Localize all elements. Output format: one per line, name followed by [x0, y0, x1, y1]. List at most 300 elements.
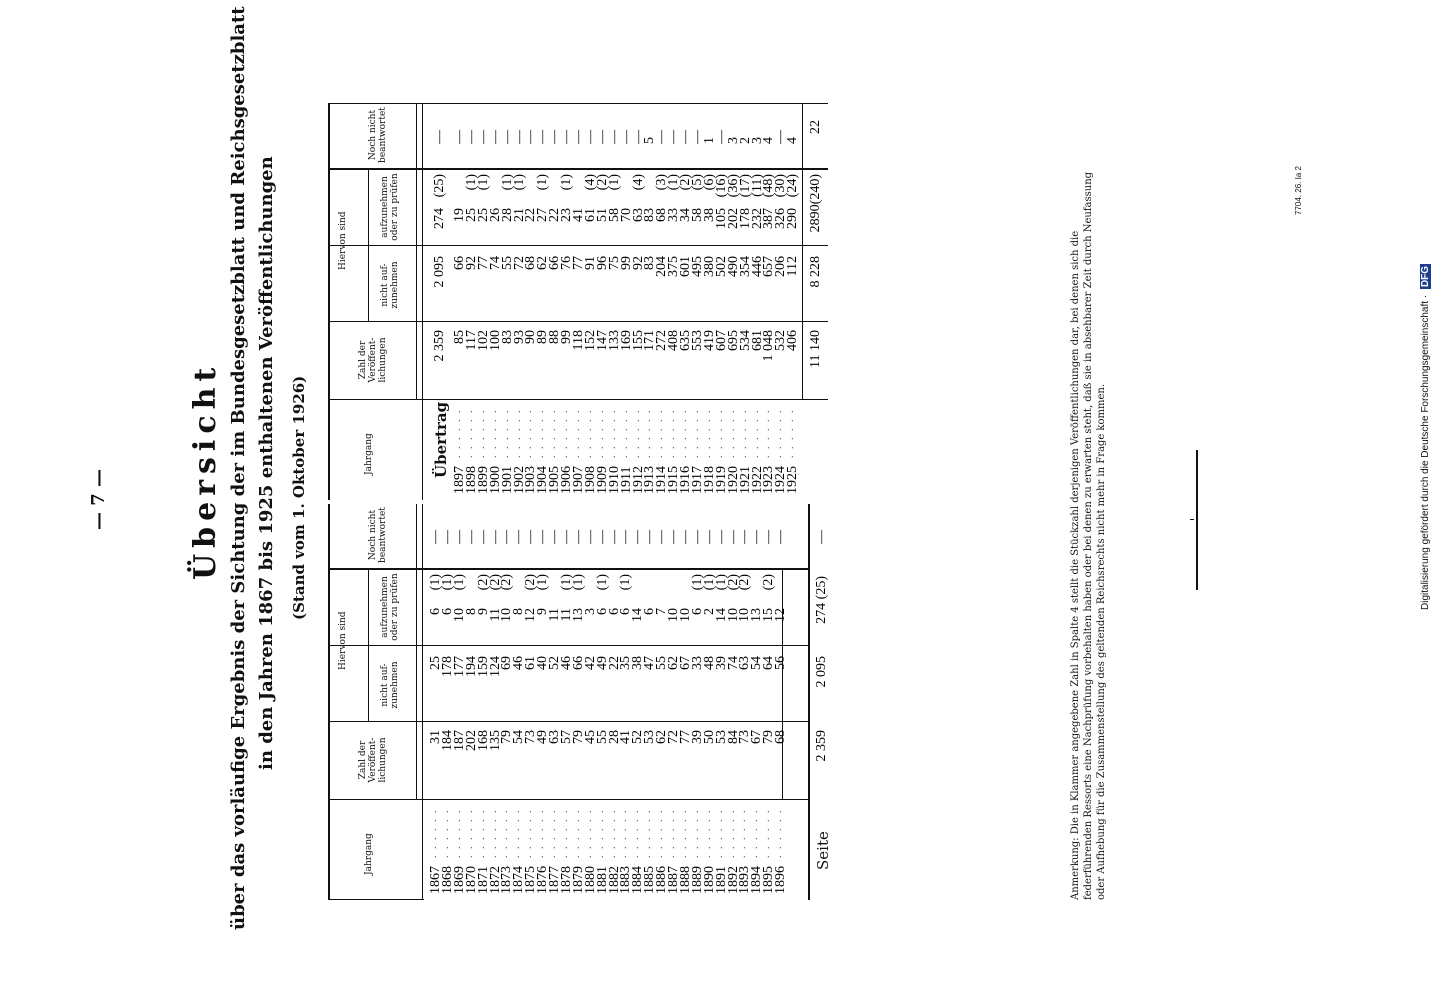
table-row-noch: 4	[761, 137, 777, 144]
table-row-year: 1885	[642, 866, 658, 894]
table-row-year: 1870	[463, 866, 479, 894]
table-row-noch: —	[606, 130, 622, 144]
table-row-dots: . . . . . .	[666, 408, 678, 458]
table-row-zahl: 83	[499, 330, 515, 344]
table-row-zahl: 171	[642, 330, 658, 351]
table-row-year: 1869	[451, 866, 467, 894]
table-row-nicht: 72	[511, 256, 527, 270]
table-row-noch: —	[713, 130, 729, 144]
right-total-auf: 2890(240)	[808, 174, 823, 233]
table-row-year: 1910	[606, 466, 622, 494]
table-row-paren: (6)	[701, 174, 717, 191]
table-row-year: 1881	[594, 866, 610, 894]
table-row-auf: 15	[761, 608, 777, 622]
table-row-dots: . . . . . .	[725, 808, 737, 858]
table-row-zahl: 39	[689, 730, 705, 744]
table-row-zahl: 117	[463, 330, 479, 351]
table-row-nicht: 64	[761, 656, 777, 670]
table-row-year: 1916	[678, 466, 694, 494]
table-row-auf: 10	[677, 608, 693, 622]
table-row-nicht: 62	[666, 656, 681, 670]
table-row-zahl: 63	[547, 730, 562, 744]
table-row-noch: —	[570, 530, 586, 544]
table-row-paren: (4)	[630, 174, 646, 191]
table-row-auf: 19	[452, 208, 467, 222]
table-row-auf: 10	[499, 608, 515, 622]
table-row-noch: 5	[642, 137, 658, 144]
table-row-dots: . . . . . .	[761, 408, 773, 458]
table-row-auf: 33	[666, 208, 682, 222]
table-row-auf: 6	[439, 608, 455, 615]
table-row-dots: . . . . . .	[713, 408, 725, 458]
table-row-dots: . . . . . .	[749, 808, 761, 858]
page-number: — 7 —	[88, 468, 109, 530]
right-header-noch: Noch nicht beantwortet	[368, 107, 388, 163]
table-row-year: 1905	[547, 466, 563, 494]
table-row-dots: . . . . . .	[559, 408, 571, 458]
carry-paren: (25)	[432, 174, 447, 198]
table-row-dots: . . . . . .	[451, 808, 463, 858]
table-row-noch: —	[690, 130, 705, 144]
table-row-zahl: 57	[558, 730, 574, 744]
header-jahrgang: Jahrgang	[364, 833, 374, 875]
table-row-zahl: 77	[677, 730, 693, 744]
table-row-year: 1925	[785, 466, 801, 494]
footnote-line1: Anmerkung: Die in Klammer angegebene Zahl in Spalte 4 stellt die Stückzahl derjenigen Veröffentlichungen dar, bei denen sich die	[1070, 230, 1081, 900]
header-hiervon: Hiervon sind	[338, 611, 348, 670]
table-row-noch: —	[642, 530, 658, 544]
table-row-year: 1898	[463, 466, 479, 494]
table-row-noch: —	[582, 530, 598, 544]
table-row-auf: 27	[535, 208, 551, 222]
table-row-dots: . . . . . .	[594, 408, 606, 458]
table-row-noch: —	[499, 530, 515, 544]
table-row-auf: 10	[666, 608, 681, 622]
table-row-year: 1922	[749, 466, 765, 494]
table-row-year: 1887	[666, 866, 681, 894]
table-row-year: 1919	[713, 466, 729, 494]
table-row-dots: . . . . . .	[606, 408, 618, 458]
table-row-dots: . . . . . .	[701, 408, 713, 458]
table-row-paren: (2)	[737, 574, 753, 591]
table-row-paren: (1)	[701, 574, 717, 591]
table-row-dots: . . . . . .	[463, 808, 475, 858]
table-row-noch: —	[475, 130, 491, 144]
table-row-paren: (2)	[487, 574, 503, 591]
table-row-noch: —	[511, 530, 527, 544]
table-row-noch: —	[630, 530, 646, 544]
table-row-zahl: 168	[475, 730, 491, 751]
table-row-noch: —	[701, 530, 717, 544]
table-row-noch: —	[463, 130, 479, 144]
table-row-year: 1899	[475, 466, 491, 494]
right-header-aufzunehmen: aufzunehmen oder zu prüfen	[380, 173, 400, 241]
table-row-auf: 6	[428, 608, 443, 615]
table-row-dots: . . . . . .	[773, 808, 785, 858]
table-row-year: 1886	[654, 866, 670, 894]
table-row-noch: 2	[737, 137, 753, 144]
table-row-auf: 22	[547, 208, 563, 222]
right-header-hiervon: Hiervon sind	[338, 211, 348, 270]
table-row-auf: 6	[618, 608, 634, 615]
table-row-nicht: 42	[582, 656, 598, 670]
table-row-nicht: 54	[749, 656, 765, 670]
table-row-auf: 105	[713, 208, 729, 229]
table-row-auf: 63	[630, 208, 646, 222]
table-row-year: 1880	[582, 866, 598, 894]
table-row-paren: (1)	[439, 574, 455, 591]
table-row-nicht: 177	[451, 656, 467, 677]
table-row-paren: (2)	[523, 574, 539, 591]
table-row-auf: 178	[737, 208, 753, 229]
footnote-line3: oder Aufhebung für die Zusammenstellung des geltenden Reichsrechts nicht mehr in Frage kommen.	[1096, 383, 1107, 900]
table-row-paren: (48)	[761, 174, 777, 198]
table-row-year: 1917	[690, 466, 705, 494]
table-row-nicht: 62	[535, 256, 551, 270]
table-row-zahl: 184	[439, 730, 455, 751]
table-row-zahl: 49	[535, 730, 551, 744]
table-row-nicht: 48	[701, 656, 717, 670]
table-row-dots: . . . . . .	[785, 408, 797, 458]
table-row-dots: . . . . . .	[773, 408, 785, 458]
table-row-auf: 26	[487, 208, 503, 222]
table-row-noch: —	[487, 130, 503, 144]
table-row-zahl: 155	[630, 330, 646, 351]
table-row-zahl: 93	[511, 330, 527, 344]
table-row-zahl: 135	[487, 730, 503, 751]
table-row-year: 1879	[570, 866, 586, 894]
table-row-year: 1923	[761, 466, 777, 494]
table-row-nicht: 354	[737, 256, 753, 277]
table-row-auf: 8	[511, 608, 527, 615]
table-row-auf: 232	[749, 208, 765, 229]
table-row-nicht: 46	[558, 656, 574, 670]
table-row-year: 1907	[571, 466, 586, 494]
table-row-zahl: 79	[761, 730, 777, 744]
table-row-dots: . . . . . .	[713, 808, 725, 858]
table-row-auf: 51	[594, 208, 610, 222]
right-total-noch: 22	[808, 120, 823, 134]
table-row-auf: 13	[749, 608, 765, 622]
table-row-auf: 387	[761, 208, 777, 229]
table-row-noch: —	[452, 130, 467, 144]
table-row-nicht: 92	[630, 256, 646, 270]
table-row-year: 1924	[773, 466, 789, 494]
table-row-dots: . . . . . .	[452, 408, 463, 458]
table-row-year: 1867	[428, 866, 443, 894]
table-row-year: 1901	[499, 466, 515, 494]
table-row-nicht: 39	[713, 656, 729, 670]
table-row-dots: . . . . . .	[499, 408, 511, 458]
table-row-noch: 3	[725, 137, 741, 144]
table-row-zahl: 607	[713, 330, 729, 351]
table-row-auf: 6	[689, 608, 705, 615]
table-row-year: 1906	[559, 466, 575, 494]
table-row-zahl: 45	[582, 730, 598, 744]
table-row-auf: 6	[642, 608, 658, 615]
dfg-logo: DFG	[1420, 265, 1431, 288]
table-row-noch: —	[594, 130, 610, 144]
table-row-auf: 83	[642, 208, 658, 222]
table-row-nicht: 99	[618, 256, 634, 270]
carry-noch: —	[432, 130, 447, 144]
left-total-zahl: 2 359	[814, 730, 829, 762]
table-row-zahl: 169	[618, 330, 634, 351]
table-row-noch: —	[666, 530, 681, 544]
table-row-nicht: 46	[511, 656, 527, 670]
table-row-nicht: 92	[463, 256, 479, 270]
table-row-nicht: 502	[713, 256, 729, 277]
table-row-zahl: 272	[654, 330, 670, 351]
carry-auf: 274	[432, 208, 447, 229]
table-row-auf: 41	[571, 208, 586, 222]
table-row-year: 1902	[511, 466, 527, 494]
table-row-noch: —	[654, 530, 670, 544]
table-row-nicht: 66	[452, 256, 467, 270]
table-row-noch: —	[749, 530, 765, 544]
table-row-auf: 10	[725, 608, 741, 622]
table-row-auf: 58	[606, 208, 622, 222]
table-row-nicht: 96	[594, 256, 610, 270]
table-row-dots: . . . . . .	[654, 808, 666, 858]
table-row-noch: —	[535, 130, 551, 144]
table-row-year: 1920	[725, 466, 741, 494]
table-row-nicht: 69	[499, 656, 515, 670]
print-code: 7704. 26. Ia 2	[1294, 166, 1303, 215]
table-row-dots: . . . . . .	[487, 808, 499, 858]
table-row-dots: . . . . . .	[749, 408, 761, 458]
table-row-zahl: 84	[725, 730, 741, 744]
table-row-zahl: 73	[737, 730, 753, 744]
table-row-auf: 14	[630, 608, 646, 622]
table-row-nicht: 63	[737, 656, 753, 670]
table-row-noch: —	[571, 130, 586, 144]
table-row-nicht: 601	[678, 256, 694, 277]
table-row-auf: 38	[701, 208, 717, 222]
table-row-paren: (1)	[535, 574, 551, 591]
table-row-noch: —	[725, 530, 741, 544]
table-row-nicht: 75	[606, 256, 622, 270]
table-row-auf: 68	[654, 208, 670, 222]
table-row-dots: . . . . . .	[463, 408, 475, 458]
table-row-year: 1868	[439, 866, 455, 894]
table-row-dots: . . . . . .	[606, 808, 618, 858]
table-row-nicht: 25	[428, 656, 443, 670]
table-row-dots: . . . . . .	[487, 408, 499, 458]
table-row-auf: 7	[654, 608, 670, 615]
table-row-auf: 58	[690, 208, 705, 222]
table-row-dots: . . . . . .	[725, 408, 737, 458]
table-row-auf: 12	[773, 608, 789, 622]
table-row-dots: . . . . . .	[547, 808, 558, 858]
table-row-zahl: 54	[511, 730, 527, 744]
left-total-label: Seite	[814, 831, 832, 870]
table-row-paren: (2)	[761, 574, 777, 591]
table-row-auf: 28	[499, 208, 515, 222]
table-row-noch: —	[535, 530, 551, 544]
table-row-zahl: 147	[594, 330, 610, 351]
table-row-dots: . . . . . .	[558, 808, 570, 858]
table-row-auf: 14	[713, 608, 729, 622]
table-row-paren: (1)	[570, 574, 586, 591]
table-row-auf: 13	[570, 608, 586, 622]
scan-artifact-line	[1196, 450, 1198, 590]
table-row-nicht: 49	[594, 656, 610, 670]
document-subtitle-line2: in den Jahren 1867 bis 1925 enthaltenen Veröffentlichungen	[256, 156, 277, 770]
table-row-paren: (1)	[463, 174, 479, 191]
right-total-zahl: 11 140	[808, 330, 823, 368]
table-row-noch: 3	[749, 137, 765, 144]
table-row-nicht: 67	[677, 656, 693, 670]
table-row-year: 1871	[475, 866, 491, 894]
table-row-zahl: 695	[725, 330, 741, 351]
table-row-zahl: 102	[475, 330, 491, 351]
table-row-dots: . . . . . .	[535, 808, 547, 858]
table-row-noch: —	[559, 130, 575, 144]
table-row-year: 1918	[701, 466, 717, 494]
table-row-paren: (1)	[428, 574, 443, 591]
table-row-nicht: 55	[654, 656, 670, 670]
table-row-dots: . . . . . .	[570, 808, 582, 858]
table-row-dots: . . . . . .	[523, 408, 535, 458]
table-row-nicht: 74	[487, 256, 503, 270]
table-row-year: 1894	[749, 866, 765, 894]
table-row-nicht: 91	[582, 256, 598, 270]
table-row-paren: (1)	[618, 574, 634, 591]
table-row-paren: (16)	[713, 174, 729, 198]
table-row-nicht: 76	[559, 256, 575, 270]
table-row-nicht: 446	[749, 256, 765, 277]
table-row-auf: 9	[535, 608, 551, 615]
table-row-year: 1876	[535, 866, 551, 894]
table-row-auf: 2	[701, 608, 717, 615]
table-row-nicht: 66	[570, 656, 586, 670]
table-row-paren: (1)	[511, 174, 527, 191]
table-row-paren: (1)	[689, 574, 705, 591]
table-row-year: 1921	[737, 466, 753, 494]
table-row-year: 1882	[606, 866, 622, 894]
table-row-paren: (3)	[654, 174, 670, 191]
table-row-noch: —	[606, 530, 622, 544]
footnote-line2: federführenden Ressorts eine Nachprüfung vorbehalten haben oder bei denen zu erwarten steht, daß sie in absehbarer Zeit durch Neufassung	[1083, 171, 1094, 900]
table-row-auf: 34	[678, 208, 694, 222]
table-row-paren: (24)	[785, 174, 801, 198]
table-row-zahl: 53	[642, 730, 658, 744]
table-row-paren: (1)	[475, 174, 491, 191]
table-row-dots: . . . . . .	[475, 808, 487, 858]
table-row-dots: . . . . . .	[594, 808, 606, 858]
table-row-paren: (1)	[666, 174, 682, 191]
table-row-dots: . . . . . .	[582, 808, 594, 858]
table-row-paren: (1)	[558, 574, 574, 591]
table-row-dots: . . . . . .	[511, 808, 523, 858]
table-row-noch: —	[678, 130, 694, 144]
table-row-auf: 6	[594, 608, 610, 615]
table-row-noch: 1	[701, 137, 717, 144]
table-row-noch: —	[558, 530, 574, 544]
table-row-auf: 70	[618, 208, 634, 222]
table-row-nicht: 83	[642, 256, 658, 270]
table-row-noch: —	[547, 130, 563, 144]
table-row-noch: —	[666, 130, 682, 144]
table-row-nicht: 56	[773, 656, 789, 670]
table-row-dots: . . . . . .	[689, 808, 701, 858]
table-row-year: 1891	[713, 866, 729, 894]
table-row-zahl: 152	[582, 330, 598, 351]
table-row-zahl: 202	[463, 730, 479, 751]
table-row-noch: —	[773, 530, 789, 544]
right-total-nicht: 8 228	[808, 256, 823, 288]
table-row-zahl: 28	[606, 730, 622, 744]
table-row-paren: (5)	[690, 174, 705, 191]
table-row-paren: (4)	[582, 174, 598, 191]
table-row-zahl: 85	[452, 330, 467, 344]
table-row-paren: (2)	[475, 574, 491, 591]
table-row-auf: 11	[547, 608, 562, 622]
table-row-noch: 4	[785, 137, 801, 144]
table-row-year: 1872	[487, 866, 503, 894]
table-row-noch: —	[761, 530, 777, 544]
table-row-noch: —	[439, 530, 455, 544]
table-row-year: 1911	[618, 466, 634, 494]
table-row-paren: (17)	[737, 174, 753, 198]
table-row-noch: —	[463, 530, 479, 544]
table-row-year: 1896	[773, 866, 789, 894]
table-row-dots: . . . . . .	[666, 808, 677, 858]
table-row-nicht: 657	[761, 256, 777, 277]
table-row-dots: . . . . . .	[571, 408, 582, 458]
table-row-zahl: 31	[428, 730, 443, 744]
table-row-zahl: 67	[749, 730, 765, 744]
table-row-zahl: 79	[570, 730, 586, 744]
table-row-noch: —	[654, 130, 670, 144]
table-row-year: 1888	[677, 866, 693, 894]
table-row-year: 1874	[511, 866, 527, 894]
table-row-noch: —	[475, 530, 491, 544]
right-header-jahrgang: Jahrgang	[364, 433, 374, 475]
table-row-year: 1914	[654, 466, 670, 494]
table-row-nicht: 204	[654, 256, 670, 277]
table-row-dots: . . . . . .	[737, 408, 749, 458]
table-row-nicht: 47	[642, 656, 658, 670]
left-total-noch: —	[814, 530, 829, 544]
document-title: Übersicht	[188, 361, 223, 580]
table-row-nicht: 112	[785, 256, 801, 277]
table-row-noch: —	[428, 530, 443, 544]
table-row-nicht: 55	[499, 256, 515, 270]
table-row-paren: (30)	[773, 174, 789, 198]
table-row-year: 1909	[594, 466, 610, 494]
table-row-nicht: 206	[773, 256, 789, 277]
right-header-nicht: nicht auf-zunehmen	[380, 261, 400, 309]
table-row-dots: . . . . . .	[678, 408, 690, 458]
table-row-noch: —	[713, 530, 729, 544]
table-row-nicht: 33	[689, 656, 705, 670]
table-row-nicht: 74	[725, 656, 741, 670]
table-row-zahl: 52	[630, 730, 646, 744]
table-row-dots: . . . . . .	[642, 408, 654, 458]
table-row-year: 1877	[547, 866, 562, 894]
table-row-year: 1893	[737, 866, 753, 894]
table-row-year: 1913	[642, 466, 658, 494]
table-row-noch: —	[618, 130, 634, 144]
table-row-year: 1883	[618, 866, 634, 894]
table-row-zahl: 99	[559, 330, 575, 344]
table-row-auf: 22	[523, 208, 539, 222]
table-row-year: 1890	[701, 866, 717, 894]
table-row-auf: 61	[582, 208, 598, 222]
table-row-zahl: 68	[773, 730, 789, 744]
